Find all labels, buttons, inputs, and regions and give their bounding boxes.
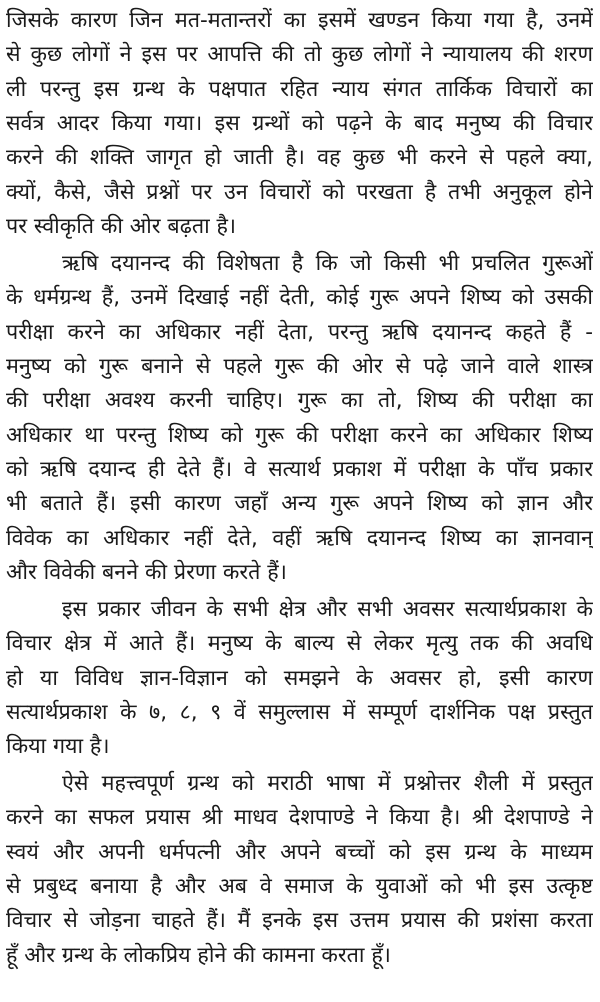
text-line: से कुछ लोगों ने इस पर आपत्ति की तो कुछ लोगों ने न्यायालय की शरण xyxy=(6,42,593,67)
text-line: हो या विविध ज्ञान-विज्ञान को समझने के अवसर हो, इसी कारण xyxy=(6,666,593,691)
text-line: सत्यार्थप्रकाश के ७, ८, ९ वें समुल्लास में सम्पूर्ण दार्शनिक पक्ष प्रस्तुत xyxy=(6,700,593,725)
paragraph-first-line: ऐसे महत्त्वपूर्ण ग्रन्थ को मराठी भाषा में प्रश्नोत्तर शैली में प्रस्तुत xyxy=(62,771,593,796)
text-line: से प्रबुध्द बनाया है और अब वे समाज के युवाओं को भी इस उत्कृष्ट xyxy=(6,874,593,899)
text-line: सर्वत्र आदर किया गया। इस ग्रन्थों को पढ़ने के बाद मनुष्य की विचार xyxy=(6,111,593,136)
text-line: किया गया है। xyxy=(6,734,110,759)
text-line: हूँ और ग्रन्थ के लोकप्रिय होने की कामना करता हूँ। xyxy=(6,943,391,968)
text-line: विवेक का अधिकार नहीं देते, वहीं ऋषि दयानन्द शिष्य का ज्ञानवान् xyxy=(6,526,593,551)
text-line: मनुष्य को गुरू बनाने से पहले गुरू की ओर से पढ़े जाने वाले शास्त्र xyxy=(6,354,593,379)
text-line: भी बताते हैं। इसी कारण जहाँ अन्य गुरू अपने शिष्य को ज्ञान और xyxy=(6,491,593,516)
text-line: और विवेकी बनने की प्रेरणा करते हैं। xyxy=(6,560,287,585)
text-line: की परीक्षा अवश्य करनी चाहिए। गुरू का तो, शिष्य की परीक्षा का xyxy=(6,388,593,413)
text-line: विचार से जोड़ना चाहते हैं। मैं इनके इस उत्तम प्रयास की प्रशंसा करता xyxy=(6,908,593,933)
text-line: परीक्षा करने का अधिकार नहीं देता, परन्तु ऋषि दयानन्द कहते हैं - xyxy=(6,320,593,345)
text-line: क्यों, कैसे, जैसे प्रश्नों पर उन विचारों को परखता है तभी अनुकूल होने xyxy=(6,180,593,205)
text-line: जिसके कारण जिन मत-मतान्तरों का इसमें खण्डन किया गया है, उनमें xyxy=(6,8,593,33)
text-line: पर स्वीकृति की ओर बढ़ता है। xyxy=(6,214,237,239)
text-line: स्वयं और अपनी धर्मपत्नी और अपने बच्चों को इस ग्रन्थ के माध्यम xyxy=(6,840,593,865)
paragraph-first-line: इस प्रकार जीवन के सभी क्षेत्र और सभी अवसर सत्यार्थप्रकाश के xyxy=(62,597,593,622)
paragraph-first-line: ऋषि दयानन्द की विशेषता है कि जो किसी भी प्रचलित गुरूओं xyxy=(62,251,593,276)
text-line: करने का सफल प्रयास श्री माधव देशपाण्डे ने किया है। श्री देशपाण्डे ने xyxy=(6,805,593,830)
text-line: करने की शक्ति जागृत हो जाती है। वह कुछ भी करने से पहले क्या, xyxy=(6,145,593,170)
text-line: को ऋषि दयान्द ही देते हैं। वे सत्यार्थ प्रकाश में परीक्षा के पाँच प्रकार xyxy=(6,457,593,482)
text-line: ली परन्तु इस ग्रन्थ के पक्षपात रहित न्याय संगत तार्किक विचारों का xyxy=(6,77,593,102)
text-line: विचार क्षेत्र में आते हैं। मनुष्य के बाल्य से लेकर मृत्यु तक की अवधि xyxy=(6,631,593,656)
text-line: के धर्मग्रन्थ हैं, उनमें दिखाई नहीं देती, कोई गुरू अपने शिष्य को उसकी xyxy=(6,285,593,310)
text-line: अधिकार था परन्तु शिष्य को गुरू की परीक्षा करने का अधिकार शिष्य xyxy=(6,423,593,448)
